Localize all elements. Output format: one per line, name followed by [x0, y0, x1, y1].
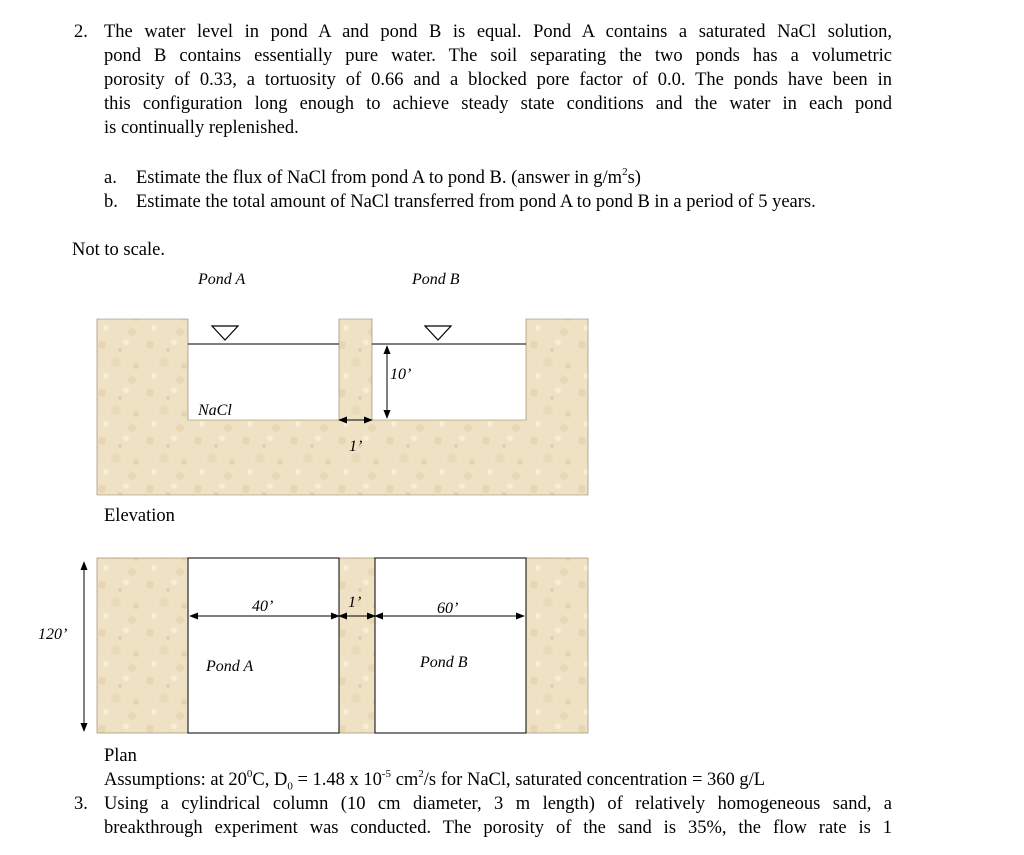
plan-pond-a-label: Pond A — [206, 658, 254, 675]
part-b-text: Estimate the total amount of NaCl transferred from pond A to pond B in a period of 5 years. — [136, 192, 816, 212]
nacl-label: NaCl — [198, 402, 232, 419]
problem-2-number: 2. — [74, 22, 88, 42]
pond-b-length-label: 60’ — [437, 600, 459, 617]
problem-3-line-1: Using a cylindrical column (10 cm diameter, 3 m length) of relatively homogeneous sand, a — [104, 794, 892, 814]
pond-a-water-level-icon — [212, 326, 238, 340]
assumptions-text: Assumptions: at $20^0C$, $D_0 = 1.48$ x $10^{-5}$ $cm^2/s$ for NaCl, saturated concentration = 360 g/L — [104, 767, 766, 793]
problem-3-number: 3. — [74, 794, 88, 814]
plan-caption: Plan — [104, 746, 137, 766]
part-b-letter: b. — [104, 192, 118, 212]
not-to-scale-note: Not to scale. — [72, 240, 165, 260]
part-a-letter: a. — [104, 168, 117, 188]
plan-wall-label: 1’ — [348, 594, 362, 611]
problem-2-line-1: The water level in pond A and pond B is equal. Pond A contains a saturated NaCl solution, — [104, 22, 892, 42]
part-a-text: Estimate the flux of NaCl from pond A to pond B. (answer in $g/m^2s$) — [136, 165, 641, 188]
elevation-pond-a-label: Pond A — [198, 271, 246, 288]
elevation-pond-b-label: Pond B — [412, 271, 460, 288]
problem-2-line-2: pond B contains essentially pure water. The soil separating the two ponds has a volumetric — [104, 46, 892, 66]
elevation-caption: Elevation — [104, 506, 175, 526]
pond-a-length-label: 40’ — [252, 598, 274, 615]
depth-label: 10’ — [390, 366, 412, 383]
problem-2-line-5: is continually replenished. — [104, 118, 299, 138]
elevation-soil — [97, 319, 588, 495]
plan-pond-b-label: Pond B — [420, 654, 468, 671]
problem-3-line-2: breakthrough experiment was conducted. The porosity of the sand is 35%, the flow rate is 1 — [104, 818, 892, 838]
problem-2-line-3: porosity of 0.33, a tortuosity of 0.66 and a blocked pore factor of 0.0. The ponds have been in — [104, 70, 892, 90]
pond-b-water-level-icon — [425, 326, 451, 340]
plan-width-label: 120’ — [38, 626, 68, 643]
elevation-wall-label: 1’ — [349, 438, 363, 455]
problem-2-line-4: this configuration long enough to achieve steady state conditions and the water in each pond — [104, 94, 892, 114]
plan-pond-b — [375, 558, 526, 733]
elevation-view — [97, 319, 588, 495]
plan-view — [84, 558, 588, 733]
plan-pond-a — [188, 558, 339, 733]
